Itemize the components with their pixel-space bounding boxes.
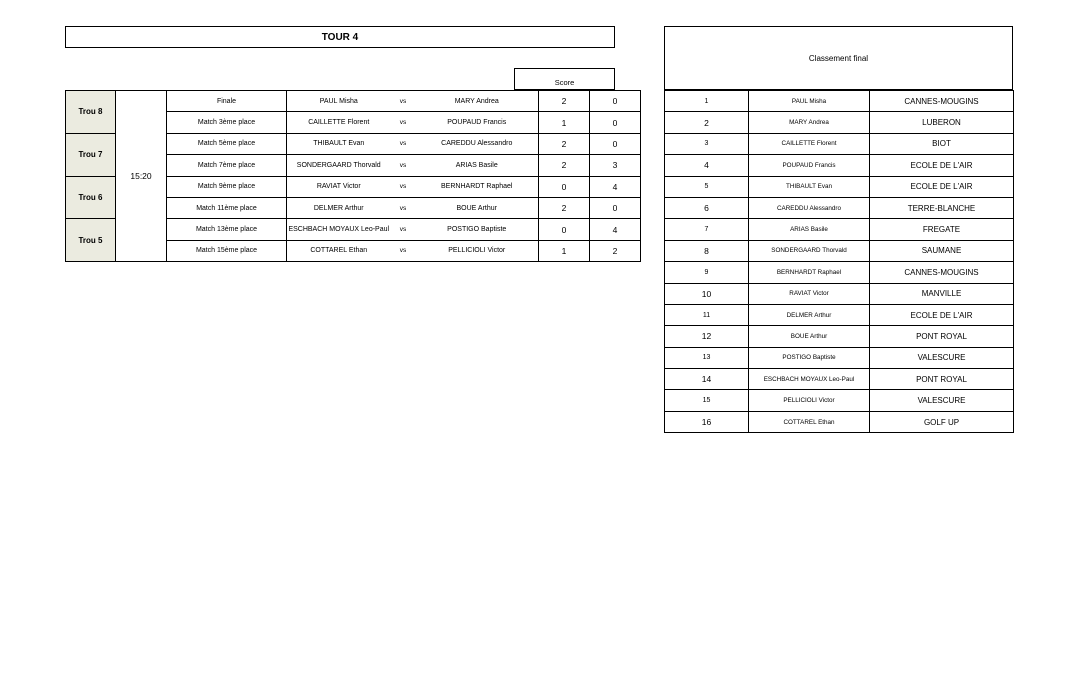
match-label: Finale <box>167 91 287 112</box>
score-player1: 2 <box>539 155 590 176</box>
ranking-row <box>665 347 1014 368</box>
match-row <box>66 91 641 112</box>
ranking-row <box>665 390 1014 411</box>
ranking-row <box>665 262 1014 283</box>
match-label: Match 13ème place <box>167 219 287 240</box>
ranking-row <box>665 304 1014 325</box>
ranking-player-name: SONDERGAARD Thorvald <box>749 240 870 261</box>
match-label: Match 7ème place <box>167 155 287 176</box>
ranking-club: FREGATE <box>870 219 1014 240</box>
ranking-club: GOLF UP <box>870 411 1014 432</box>
ranking-row <box>665 283 1014 304</box>
ranking-row <box>665 411 1014 432</box>
ranking-club: PONT ROYAL <box>870 369 1014 390</box>
hole-label: Trou 7 <box>66 133 116 176</box>
start-time: 15:20 <box>116 91 167 262</box>
ranking-player-name: BERNHARDT Raphael <box>749 262 870 283</box>
ranking-club: CANNES-MOUGINS <box>870 91 1014 112</box>
ranking-row <box>665 197 1014 218</box>
ranking-player-name: CAILLETTE Florent <box>749 133 870 154</box>
score-player2: 0 <box>590 133 641 154</box>
ranking-position: 8 <box>665 240 749 261</box>
match-label: Match 5ème place <box>167 133 287 154</box>
vs-label: vs <box>391 240 416 261</box>
ranking-row <box>665 219 1014 240</box>
ranking-club: SAUMANE <box>870 240 1014 261</box>
match-label: Match 15ème place <box>167 240 287 261</box>
ranking-row <box>665 112 1014 133</box>
ranking-position: 7 <box>665 219 749 240</box>
ranking-row <box>665 240 1014 261</box>
ranking-club: VALESCURE <box>870 347 1014 368</box>
score-player1: 1 <box>539 240 590 261</box>
ranking-player-name: PAUL Misha <box>749 91 870 112</box>
ranking-position: 3 <box>665 133 749 154</box>
vs-label: vs <box>391 91 416 112</box>
ranking-player-name: CAREDDU Alessandro <box>749 197 870 218</box>
match-label: Match 3ème place <box>167 112 287 133</box>
player2-name: CAREDDU Alessandro <box>416 133 539 154</box>
score-player1: 0 <box>539 219 590 240</box>
player2-name: ARIAS Basile <box>416 155 539 176</box>
vs-label: vs <box>391 133 416 154</box>
ranking-club: CANNES-MOUGINS <box>870 262 1014 283</box>
ranking-position: 11 <box>665 304 749 325</box>
score-player2: 0 <box>590 91 641 112</box>
player1-name: ESCHBACH MOYAUX Leo-Paul <box>287 219 391 240</box>
ranking-club: TERRE-BLANCHE <box>870 197 1014 218</box>
ranking-position: 16 <box>665 411 749 432</box>
match-label: Match 11ème place <box>167 197 287 218</box>
vs-label: vs <box>391 219 416 240</box>
vs-label: vs <box>391 176 416 197</box>
ranking-row <box>665 369 1014 390</box>
score-header: Score <box>514 68 615 90</box>
tour-title: TOUR 4 <box>65 26 615 48</box>
score-player2: 0 <box>590 197 641 218</box>
ranking-row <box>665 326 1014 347</box>
ranking-position: 15 <box>665 390 749 411</box>
ranking-position: 6 <box>665 197 749 218</box>
ranking-player-name: COTTAREL Ethan <box>749 411 870 432</box>
ranking-position: 2 <box>665 112 749 133</box>
player1-name: CAILLETTE Florent <box>287 112 391 133</box>
ranking-player-name: PELLICIOLI Victor <box>749 390 870 411</box>
hole-label: Trou 6 <box>66 176 116 219</box>
player1-name: PAUL Misha <box>287 91 391 112</box>
ranking-player-name: MARY Andrea <box>749 112 870 133</box>
ranking-position: 13 <box>665 347 749 368</box>
player2-name: POUPAUD Francis <box>416 112 539 133</box>
ranking-row <box>665 155 1014 176</box>
ranking-club: MANVILLE <box>870 283 1014 304</box>
ranking-row <box>665 91 1014 112</box>
ranking-position: 1 <box>665 91 749 112</box>
ranking-club: VALESCURE <box>870 390 1014 411</box>
player1-name: SONDERGAARD Thorvald <box>287 155 391 176</box>
score-player1: 1 <box>539 112 590 133</box>
score-player1: 2 <box>539 197 590 218</box>
ranking-position: 14 <box>665 369 749 390</box>
ranking-table <box>664 90 1014 433</box>
player1-name: RAVIAT Victor <box>287 176 391 197</box>
score-player1: 2 <box>539 133 590 154</box>
player1-name: DELMER Arthur <box>287 197 391 218</box>
hole-label: Trou 8 <box>66 91 116 134</box>
ranking-position: 5 <box>665 176 749 197</box>
vs-label: vs <box>391 155 416 176</box>
ranking-player-name: BOUE Arthur <box>749 326 870 347</box>
ranking-club: ECOLE DE L'AIR <box>870 176 1014 197</box>
ranking-position: 12 <box>665 326 749 347</box>
ranking-club: LUBERON <box>870 112 1014 133</box>
ranking-player-name: THIBAULT Evan <box>749 176 870 197</box>
ranking-row <box>665 176 1014 197</box>
player2-name: PELLICIOLI Victor <box>416 240 539 261</box>
player2-name: BERNHARDT Raphael <box>416 176 539 197</box>
ranking-club: BIOT <box>870 133 1014 154</box>
score-player1: 2 <box>539 91 590 112</box>
ranking-position: 9 <box>665 262 749 283</box>
ranking-row <box>665 133 1014 154</box>
score-player2: 4 <box>590 176 641 197</box>
ranking-club: PONT ROYAL <box>870 326 1014 347</box>
score-player2: 0 <box>590 112 641 133</box>
ranking-player-name: DELMER Arthur <box>749 304 870 325</box>
ranking-club: ECOLE DE L'AIR <box>870 155 1014 176</box>
player2-name: POSTIGO Baptiste <box>416 219 539 240</box>
player1-name: THIBAULT Evan <box>287 133 391 154</box>
ranking-position: 10 <box>665 283 749 304</box>
score-player2: 2 <box>590 240 641 261</box>
vs-label: vs <box>391 112 416 133</box>
vs-label: vs <box>391 197 416 218</box>
ranking-player-name: RAVIAT Victor <box>749 283 870 304</box>
ranking-player-name: ARIAS Basile <box>749 219 870 240</box>
player2-name: BOUE Arthur <box>416 197 539 218</box>
hole-label: Trou 5 <box>66 219 116 262</box>
score-player2: 3 <box>590 155 641 176</box>
ranking-player-name: POSTIGO Baptiste <box>749 347 870 368</box>
score-player1: 0 <box>539 176 590 197</box>
player1-name: COTTAREL Ethan <box>287 240 391 261</box>
ranking-title: Classement final <box>664 26 1013 90</box>
ranking-player-name: POUPAUD Francis <box>749 155 870 176</box>
matches-table <box>65 90 641 262</box>
player2-name: MARY Andrea <box>416 91 539 112</box>
ranking-club: ECOLE DE L'AIR <box>870 304 1014 325</box>
score-player2: 4 <box>590 219 641 240</box>
match-label: Match 9ème place <box>167 176 287 197</box>
ranking-position: 4 <box>665 155 749 176</box>
ranking-player-name: ESCHBACH MOYAUX Leo-Paul <box>749 369 870 390</box>
